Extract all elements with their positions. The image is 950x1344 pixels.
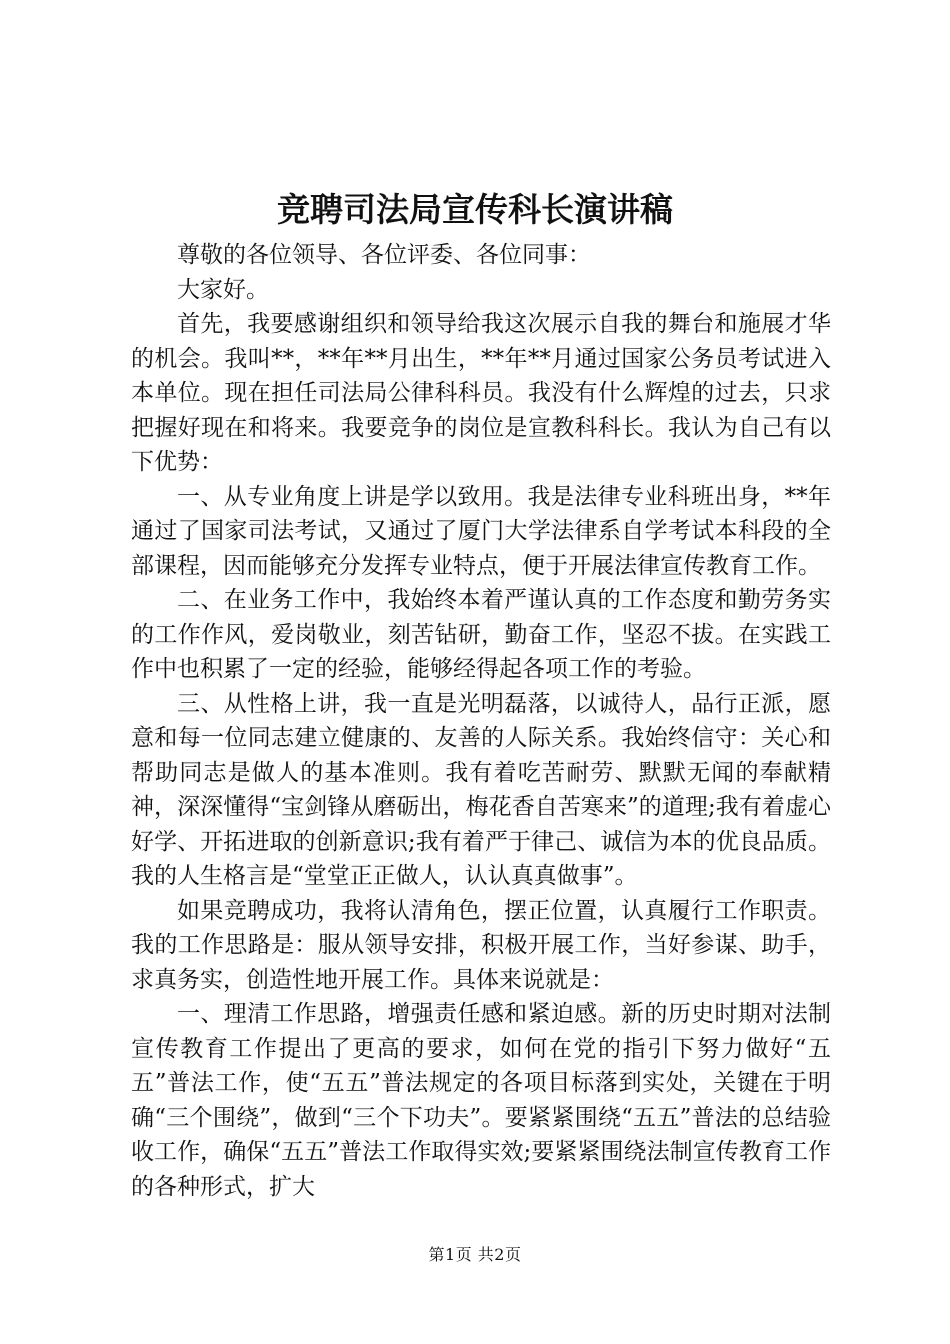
page-footer: 第1页 共2页 (428, 1245, 522, 1264)
advantage-two-paragraph: 二、在业务工作中，我始终本着严谨认真的工作态度和勤劳务实的工作作风，爱岗敬业，刻苦钻研，勤奋工作，坚忍不拔。在实践工作中也积累了一定的经验，能够经得起各项工作的考验。 (131, 587, 831, 682)
plan-item-one-paragraph: 一、理清工作思路，增强责任感和紧迫感。新的历史时期对法制宣传教育工作提出了更高的要求，如何在党的指引下努力做好“五五”普法工作，使“五五”普法规定的各项目标落到实处，关键在于明确“三个围绕”，做到“三个下功夫”。要紧紧围绕“五五”普法的总结验收工作，确保“五五”普法工作取得实效;要紧紧围绕法制宣传教育工作的各种形式，扩大 (131, 1001, 831, 1200)
work-plan-paragraph: 如果竞聘成功，我将认清角色，摆正位置，认真履行工作职责。我的工作思路是：服从领导安排，积极开展工作，当好参谋、助手，求真务实，创造性地开展工作。具体来说就是： (131, 897, 831, 993)
intro-paragraph: 首先，我要感谢组织和领导给我这次展示自我的舞台和施展才华的机会。我叫**，**年**月出生，**年**月通过国家公务员考试进入本单位。现在担任司法局公律科科员。我没有什么辉煌的过去，只求把握好现在和将来。我要竞争的岗位是宣教科科长。我认为自己有以下优势： (131, 311, 831, 475)
document-body (131, 238, 831, 1204)
document-title: 竞聘司法局宣传科长演讲稿 (277, 190, 673, 229)
advantage-one-paragraph: 一、从专业角度上讲是学以致用。我是法律专业科班出身，**年通过了国家司法考试，又通过了厦门大学法律系自学考试本科段的全部课程，因而能够充分发挥专业特点，便于开展法律宣传教育工作。 (131, 483, 831, 579)
salutation-paragraph: 尊敬的各位领导、各位评委、各位同事： (177, 242, 591, 268)
greeting-paragraph: 大家好。 (177, 276, 269, 303)
advantage-three-paragraph: 三、从性格上讲，我一直是光明磊落，以诚待人，品行正派，愿意和每一位同志建立健康的、友善的人际关系。我始终信守：关心和帮助同志是做人的基本准则。我有着吃苦耐劳、默默无闻的奉献精神，深深懂得“宝剑锋从磨砺出，梅花香自苦寒来”的道理;我有着虚心好学、开拓进取的创新意识;我有着严于律己、诚信为本的优良品质。我的人生格言是“堂堂正正做人，认认真真做事”。 (131, 690, 831, 889)
